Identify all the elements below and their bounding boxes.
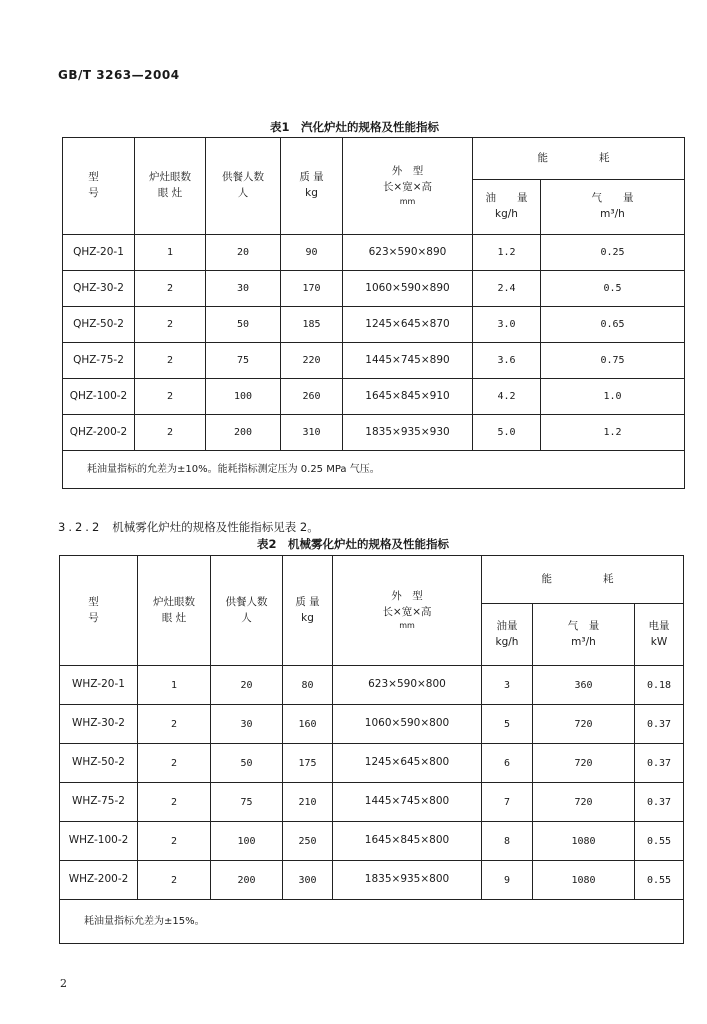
cell-burners: 2 [135, 271, 206, 307]
cell-burners: 2 [138, 822, 211, 861]
cell-mass: 210 [283, 783, 333, 822]
table-row [63, 379, 685, 415]
table2-col-gas: 气 量 m³/h [533, 604, 635, 666]
clause-text: 机械雾化炉灶的规格及性能指标见表 2。 [112, 520, 319, 534]
cell-diners: 50 [211, 744, 283, 783]
table2-col-model: 型 号 [60, 556, 138, 666]
cell-mass: 160 [283, 705, 333, 744]
table2-note: 耗油量指标允差为±15%。 [60, 900, 684, 944]
table-row [63, 235, 685, 271]
table1-caption: 表1 汽化炉灶的规格及性能指标 [270, 120, 439, 134]
cell-diners: 200 [206, 415, 281, 451]
cell-diners: 75 [211, 783, 283, 822]
cell-burners: 2 [135, 307, 206, 343]
cell-mass: 300 [283, 861, 333, 900]
standard-code: GB/T 3263—2004 [58, 68, 180, 82]
table2 [59, 555, 684, 944]
cell-burners: 2 [138, 705, 211, 744]
cell-mass: 185 [281, 307, 343, 343]
table-row [60, 705, 684, 744]
page-number: 2 [60, 977, 67, 990]
table-row [63, 307, 685, 343]
cell-burners: 2 [135, 343, 206, 379]
cell-diners: 75 [206, 343, 281, 379]
table-row [60, 666, 684, 705]
cell-oil: 3.6 [473, 343, 541, 379]
cell-gas: 0.5 [541, 271, 685, 307]
cell-dims: 1835×935×800 [333, 861, 482, 900]
table2-caption: 表2 机械雾化炉灶的规格及性能指标 [257, 537, 449, 551]
table1-body [63, 235, 685, 451]
cell-burners: 2 [135, 379, 206, 415]
cell-diners: 30 [211, 705, 283, 744]
cell-power: 0.55 [635, 861, 684, 900]
cell-gas: 720 [533, 744, 635, 783]
table2-col-mass: 质 量 kg [283, 556, 333, 666]
cell-gas: 1080 [533, 822, 635, 861]
cell-mass: 170 [281, 271, 343, 307]
table-row [60, 861, 684, 900]
cell-burners: 1 [135, 235, 206, 271]
cell-burners: 2 [138, 783, 211, 822]
table1-note-row [63, 451, 685, 489]
cell-dims: 623×590×890 [343, 235, 473, 271]
cell-model: WHZ-75-2 [60, 783, 138, 822]
cell-gas: 720 [533, 705, 635, 744]
table2-note-row [60, 900, 684, 944]
cell-dims: 1445×745×890 [343, 343, 473, 379]
cell-oil: 3 [482, 666, 533, 705]
cell-gas: 1.0 [541, 379, 685, 415]
table1 [62, 137, 685, 489]
cell-gas: 0.25 [541, 235, 685, 271]
table2-col-burners: 炉灶眼数 眼 灶 [138, 556, 211, 666]
cell-mass: 250 [283, 822, 333, 861]
cell-oil: 7 [482, 783, 533, 822]
table-row [63, 271, 685, 307]
cell-power: 0.37 [635, 744, 684, 783]
cell-dims: 1835×935×930 [343, 415, 473, 451]
cell-mass: 260 [281, 379, 343, 415]
cell-mass: 310 [281, 415, 343, 451]
cell-model: WHZ-20-1 [60, 666, 138, 705]
table1-col-oil: 油 量 kg/h [473, 180, 541, 235]
cell-oil: 4.2 [473, 379, 541, 415]
cell-gas: 360 [533, 666, 635, 705]
cell-diners: 50 [206, 307, 281, 343]
clause-3-2-2 [58, 519, 319, 535]
cell-diners: 200 [211, 861, 283, 900]
cell-dims: 1060×590×890 [343, 271, 473, 307]
cell-diners: 20 [211, 666, 283, 705]
cell-mass: 80 [283, 666, 333, 705]
cell-dims: 1645×845×910 [343, 379, 473, 415]
cell-gas: 0.75 [541, 343, 685, 379]
table2-col-oil: 油量 kg/h [482, 604, 533, 666]
cell-model: QHZ-75-2 [63, 343, 135, 379]
table-row [60, 822, 684, 861]
table1-col-consumption: 能 耗 [473, 138, 685, 180]
table1-col-model: 型 号 [63, 138, 135, 235]
cell-oil: 8 [482, 822, 533, 861]
cell-diners: 20 [206, 235, 281, 271]
cell-burners: 2 [138, 861, 211, 900]
cell-diners: 100 [206, 379, 281, 415]
table1-header-row [63, 138, 685, 180]
cell-model: QHZ-100-2 [63, 379, 135, 415]
cell-model: WHZ-100-2 [60, 822, 138, 861]
cell-oil: 5 [482, 705, 533, 744]
cell-dims: 1245×645×800 [333, 744, 482, 783]
table2-col-consumption: 能 耗 [482, 556, 684, 604]
clause-number: 3.2.2 [58, 520, 103, 534]
cell-gas: 0.65 [541, 307, 685, 343]
cell-model: QHZ-200-2 [63, 415, 135, 451]
table1-col-diners: 供餐人数 人 [206, 138, 281, 235]
cell-oil: 2.4 [473, 271, 541, 307]
table-row [63, 415, 685, 451]
cell-model: WHZ-200-2 [60, 861, 138, 900]
cell-gas: 1.2 [541, 415, 685, 451]
table-row [60, 744, 684, 783]
cell-burners: 1 [138, 666, 211, 705]
table2-col-dims: 外 型 长×宽×高 mm [333, 556, 482, 666]
cell-oil: 5.0 [473, 415, 541, 451]
cell-mass: 90 [281, 235, 343, 271]
table2-header-row [60, 556, 684, 604]
table1-col-burners: 炉灶眼数 眼 灶 [135, 138, 206, 235]
cell-burners: 2 [138, 744, 211, 783]
cell-model: QHZ-20-1 [63, 235, 135, 271]
cell-burners: 2 [135, 415, 206, 451]
cell-power: 0.18 [635, 666, 684, 705]
cell-oil: 6 [482, 744, 533, 783]
table-row [63, 343, 685, 379]
cell-gas: 1080 [533, 861, 635, 900]
cell-gas: 720 [533, 783, 635, 822]
table1-note: 耗油量指标的允差为±10%。能耗指标测定压为 0.25 MPa 气压。 [63, 451, 685, 489]
cell-power: 0.55 [635, 822, 684, 861]
cell-power: 0.37 [635, 783, 684, 822]
table1-col-gas: 气 量 m³/h [541, 180, 685, 235]
cell-model: QHZ-50-2 [63, 307, 135, 343]
cell-dims: 1060×590×800 [333, 705, 482, 744]
cell-model: WHZ-50-2 [60, 744, 138, 783]
table2-col-power: 电量 kW [635, 604, 684, 666]
table2-body [60, 666, 684, 900]
cell-dims: 1245×645×870 [343, 307, 473, 343]
cell-dims: 1445×745×800 [333, 783, 482, 822]
table1-col-mass: 质 量 kg [281, 138, 343, 235]
cell-diners: 100 [211, 822, 283, 861]
cell-model: WHZ-30-2 [60, 705, 138, 744]
cell-model: QHZ-30-2 [63, 271, 135, 307]
cell-mass: 175 [283, 744, 333, 783]
cell-dims: 623×590×800 [333, 666, 482, 705]
table1-col-dims: 外 型 长×宽×高 mm [343, 138, 473, 235]
cell-power: 0.37 [635, 705, 684, 744]
cell-dims: 1645×845×800 [333, 822, 482, 861]
cell-diners: 30 [206, 271, 281, 307]
cell-oil: 3.0 [473, 307, 541, 343]
cell-oil: 1.2 [473, 235, 541, 271]
cell-mass: 220 [281, 343, 343, 379]
table-row [60, 783, 684, 822]
cell-oil: 9 [482, 861, 533, 900]
table2-col-diners: 供餐人数 人 [211, 556, 283, 666]
